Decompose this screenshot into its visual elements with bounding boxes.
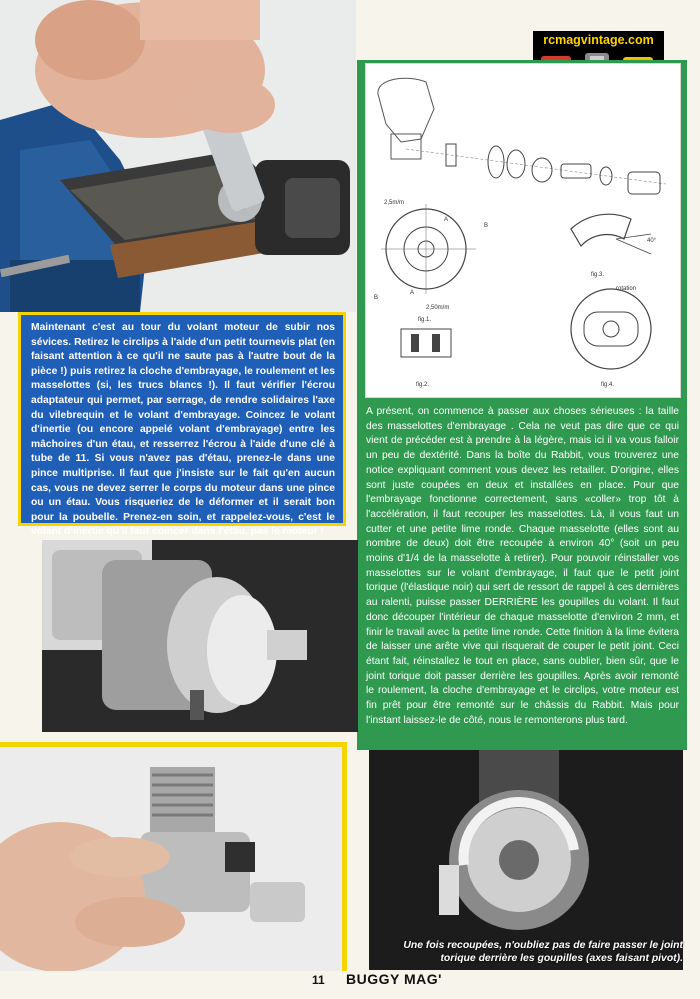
intro-paragraph: Maintenant c'est au tour du volant moteur de subir nos sévices. Retirez le circlips à l'aide d'un petit tournevis plat (en faisant attention à ce qu'il ne saute pas à l'autre bout de la pièce !) puis retirez la cloche d'embrayage, le roulement et les masselottes (si, les trucs blancs !). Il faut vérifier l'écrou adaptateur qui permet, par serrage, de rendre solidaires l'axe du vilebrequin et le volant d'embrayage. Coincez le volant d'inertie (ou encore appelé volant d'embrayage) entre les mâchoires d'un étau, et resserrez l'écrou à l'aide d'une clé à tube de 11. Si vous n'avez pas d'étau, prenez-le dans une pince multiprise. Il faut que j'insiste sur le fait qu'en aucun cas, vous ne devez serrer le corps du moteur dans une pince ou un étau. Vous risqueriez de le déformer et il serait bon pour la poubelle. Prenez-en soin, et rappelez-vous, c'est le volant d'inertie qu'il faut coincer dans l'étau, pas le moteur ! <box>31 322 335 538</box>
main-paragraph: A présent, on commence à passer aux choses sérieuses : la taille des masselottes d'embrayage . Cela ne veut pas dire que ce qui vient de précéder est à prendre à la légère, mais ici il va vous falloir un peu de dextérité. Dans la boîte du Rabbit, vous trouverez une notice expliquant comment vous devez les retailler. D'origine, elles sont juste coupées en deux et installées en place. Pour que l'embrayage fonctionne correctement, sans «coller» trop tôt à l'accélération, il faut recouper les masselottes. Là, il vous faut un cutter et une petite lime ronde. Chaque masselotte (elles sont au nombre de deux) doit être recoupée à environ 40° (soit un peu moins d'1/4 de la masselotte à retirer). Pour pouvoir réinstaller vos masselottes sur le volant d'embrayage, il faut que le petit joint torique (l'élastique noir) qui sert de ressort de rappel à ces dernières au ralenti, puisse passer DERRIÈRE les goupilles du volant. Il faut donc découper l'intérieur de chaque masselotte d'environ 2 mm, et finir le travail avec la petite lime ronde. Cette finition à la lime évitera de laisser une arête vive qui risquerait de couper le petit joint. Ceci étant fait, réinstallez le tout en place, sans oublier, bien sûr, que le joint torique doit passer derrière les goupilles. Après avoir remonté le roulement, la cloche d'embrayage et le circlips, votre moteur est fin prêt pour être remonté sur le châssis du Rabbit. Mais pour l'instant laissez-le de côté, nous le remonterons plus tard. <box>366 406 679 726</box>
photo-clutch-masselottes <box>369 750 683 970</box>
label-b-1: B <box>484 223 489 229</box>
label-b-2: B <box>374 295 379 301</box>
label-fig1: fig.1. <box>418 317 432 323</box>
label-dim-bottom: 2,50m/m <box>426 305 450 311</box>
magazine-name: BUGGY MAG' <box>346 971 442 987</box>
label-angle: 40° <box>647 238 657 244</box>
label-dim-top: 2,5m/m <box>384 200 405 206</box>
photo-engine-in-hand <box>0 742 347 971</box>
intro-text-box <box>18 312 346 538</box>
label-a-1: A <box>444 217 449 223</box>
photo-caption: Une fois recoupées, n'oubliez pas de faire passer le joint torique derrière les goupilles (axes faisant pivot). <box>403 940 683 964</box>
label-rotation: rotation <box>616 286 637 292</box>
photo-vice-wrench <box>0 0 356 312</box>
label-a-2: A <box>410 290 415 296</box>
page-number: 11 <box>312 973 325 987</box>
label-fig4: fig.4. <box>601 382 615 388</box>
photo-engine-flywheel <box>42 540 358 732</box>
logo-title: rcmagvintage.com <box>543 33 654 47</box>
label-fig2: fig.2. <box>416 382 430 388</box>
label-fig3: fig.3. <box>591 272 605 278</box>
clutch-diagram <box>365 63 681 398</box>
